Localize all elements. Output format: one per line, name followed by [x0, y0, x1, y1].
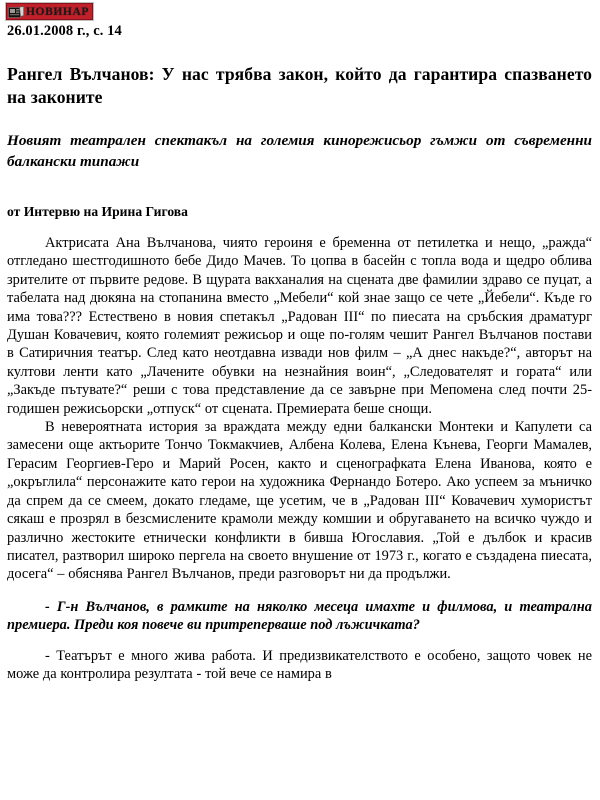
masthead: [6, 3, 592, 20]
interview-answer: - Театърът е много жива работа. И предизвикателството е особено, защото човек не може да контролира резултата - той вече се намира в: [7, 647, 592, 682]
novinar-logo-text: НОВИНАР: [26, 5, 89, 18]
page-title: Рангел Вълчанов: У нас трябва закон, който да гарантира спазването на законите: [7, 64, 592, 107]
body-paragraph: Актрисата Ана Вълчанова, чиято героиня е бременна от петилетка и нещо, „ражда“ отгледано шестгодишното бебе Дидо Мачев. То цопва в басейн с топла вода и щедро облива зрителите от първите редове. В щурата вакханалия на сцената две фамилии здраво се пуцат, а табелата над дюкяна на стопанина вместо „Мебели“ кой знае защо се чете „Йебели“. Къде го има това??? Естествено в новия спетакъл „Радован III“ по пиесата на сръбския драматург Душан Ковачевич, която големият режисьор и още по-голям чешит Рангел Вълчанов постави в Сатиричния театър. След като неотдавна извади нов филм – „А днес накъде?“, авторът на култови ленти като „Лачените обувки на незнайния воин“, „Следователят и гората“ или „Закъде пътувате?“ реши с това представление да се завърне при Мепомена след почти 25-годишен режисьорски „отпуск“ от сцената. Премиерата беше снощи.: [7, 235, 592, 417]
novinar-logo: [6, 3, 93, 20]
article-body: [6, 234, 592, 683]
article-subtitle: Новият театрален спектакъл на големия кинорежисьор гъмжи от съвременни балкански типажи: [7, 132, 592, 170]
newspaper-icon: [8, 6, 24, 18]
interview-question: - Г-н Вълчанов, в рамките на няколко месеца имахте и филмова, и театрална премиера. Преди коя повече ви притреперваше под лъжичката?: [7, 598, 592, 634]
byline: от Интервю на Ирина Гигова: [7, 204, 188, 219]
body-paragraph: В невероятната история за враждата между едни балкански Монтеки и Капулети са замесени още актьорите Тончо Токмакчиев, Албена Колева, Елена Кънева, Георги Мамалев, Герасим Георгиев-Геро и Марий Росен, както и сценографката Елена Иванова, която е „окръглила“ персонажите като герои на художника Фернандо Ботеро. Ако успеем за мъничко да спрем да се смеем, докато гледаме, ще усетим, че в „Радован III“ Ковачевич хумористът сякаш е прозрял в безсмислените крамоли между комшии и обругаването на всичко чуждо и различно жестоките етнически конфликти в бивша Югославия. „Той е дълбок и красив писател, разтворил широко пергела на своето внушение от 1973 г., когато е създадена пиесата, досега“ – обяснява Рангел Вълчанов, преди разговорът ни да продължи.: [7, 419, 592, 583]
dateline: 26.01.2008 г., с. 14: [7, 23, 122, 39]
